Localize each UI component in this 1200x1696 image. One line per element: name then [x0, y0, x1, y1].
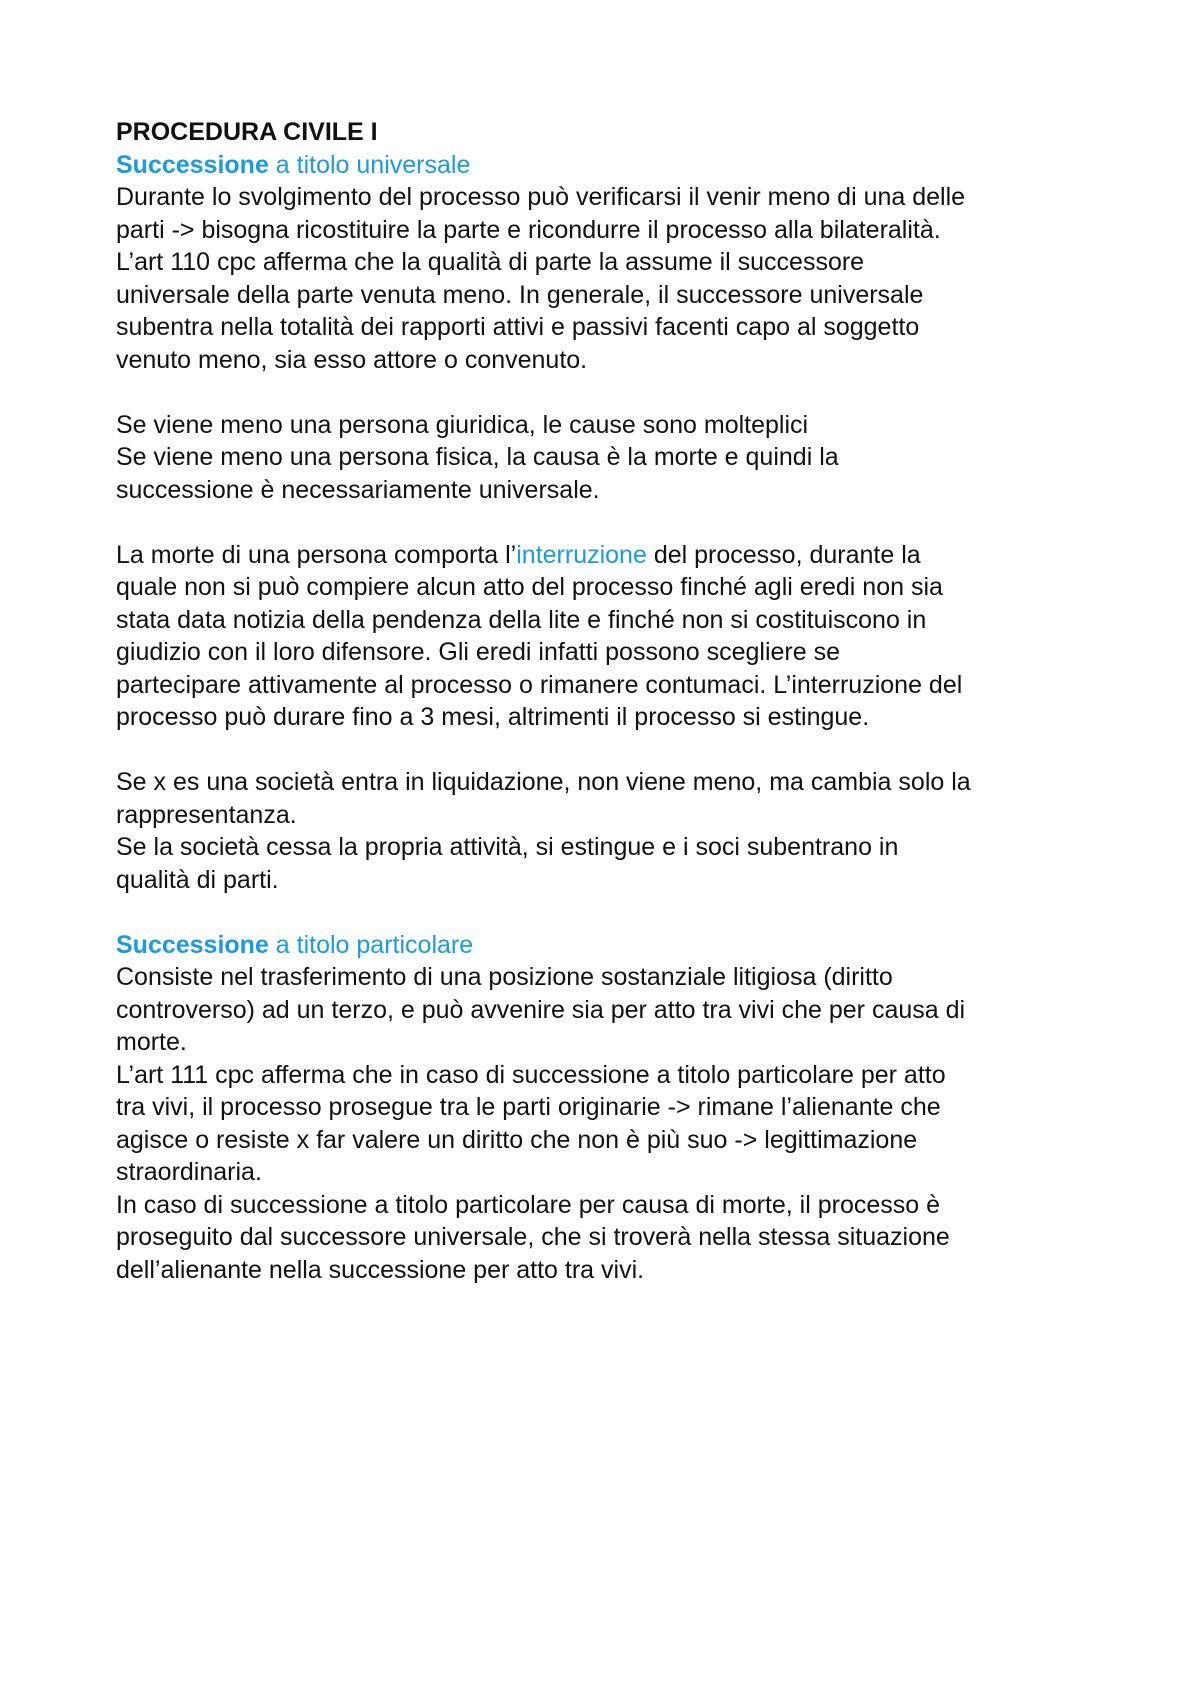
text-line: Consiste nel trasferimento di una posizione sostanziale litigiosa (diritto	[116, 963, 893, 991]
document-page	[116, 116, 1116, 1286]
text-line: L’art 110 cpc afferma che la qualità di parte la assume il successore	[116, 248, 865, 276]
paragraph-spacer	[116, 734, 1116, 767]
paragraph-spacer	[116, 506, 1116, 539]
paragraph-particular	[116, 961, 1116, 1286]
text-line: Se viene meno una persona giuridica, le cause sono molteplici	[116, 410, 809, 439]
text-line: processo può durare fino a 3 mesi, altrimenti il processo si estingue.	[116, 703, 870, 731]
text-line: agisce o resiste x far valere un diritto che non è più suo -> legittimazione	[116, 1125, 918, 1154]
text-line: dell’alienante nella successione per atto tra vivi.	[116, 1255, 645, 1284]
section-heading-particular-bold: Successione	[116, 930, 269, 959]
text-line: stata data notizia della pendenza della lite e finché non si costituiscono in	[116, 605, 927, 634]
text-line: quale non si può compiere alcun atto del processo finché agli eredi non sia	[116, 573, 943, 601]
text-line: L’art 111 cpc afferma che in caso di successione a titolo particolare per atto	[116, 1060, 946, 1089]
text-line: proseguito dal successore universale, che si troverà nella stessa situazione	[116, 1223, 950, 1251]
section-heading-universal-rest: a titolo universale	[268, 150, 471, 179]
paragraph-company	[116, 766, 1116, 896]
paragraph-interruption	[116, 539, 1116, 734]
text-line: parti -> bisogna ricostituire la parte e ricondurre il processo alla bilateralità.	[116, 215, 941, 244]
text-line: universale della parte venuta meno. In generale, il successore universale	[116, 280, 924, 309]
section-heading-particular-rest: a titolo particolare	[268, 930, 474, 959]
text-line: tra vivi, il processo prosegue tra le parti originarie -> rimane l’alienante che	[116, 1093, 941, 1121]
text-line: In caso di successione a titolo particolare per causa di morte, il processo è	[116, 1190, 941, 1219]
text-line: subentra nella totalità dei rapporti attivi e passivi facenti capo al soggetto	[116, 313, 920, 341]
section-heading-universal-bold: Successione	[116, 150, 269, 179]
text-before-highlight: La morte di una persona comporta l’	[116, 540, 517, 569]
text-line: Durante lo svolgimento del processo può verificarsi il venir meno di una delle	[116, 183, 966, 211]
document-title: PROCEDURA CIVILE I	[116, 118, 378, 146]
text-line: Se x es una società entra in liquidazione, non viene meno, ma cambia solo la	[116, 768, 971, 796]
text-after-highlight: del processo, durante la	[646, 540, 921, 569]
text-line: straordinaria.	[116, 1158, 262, 1186]
paragraph-legal-natural-person	[116, 409, 1116, 507]
section-heading-universal	[116, 149, 1116, 182]
highlight-interruzione: interruzione	[516, 540, 647, 569]
text-line: qualità di parti.	[116, 865, 279, 894]
text-line-interruption	[116, 539, 1116, 572]
text-line: morte.	[116, 1028, 187, 1056]
section-heading-particular	[116, 929, 1116, 962]
text-line: Se viene meno una persona fisica, la causa è la morte e quindi la	[116, 443, 839, 471]
text-line: venuto meno, sia esso attore o convenuto.	[116, 345, 588, 374]
text-line: successione è necessariamente universale.	[116, 475, 600, 504]
paragraph-spacer	[116, 896, 1116, 929]
paragraph-spacer	[116, 376, 1116, 409]
paragraph-universal-intro	[116, 181, 1116, 376]
text-line: Se la società cessa la propria attività, si estingue e i soci subentrano in	[116, 833, 899, 861]
text-line: partecipare attivamente al processo o rimanere contumaci. L’interruzione del	[116, 670, 963, 699]
text-line: rappresentanza.	[116, 800, 297, 829]
text-line: controverso) ad un terzo, e può avvenire sia per atto tra vivi che per causa di	[116, 995, 966, 1024]
text-line: giudizio con il loro difensore. Gli eredi infatti possono scegliere se	[116, 638, 840, 666]
